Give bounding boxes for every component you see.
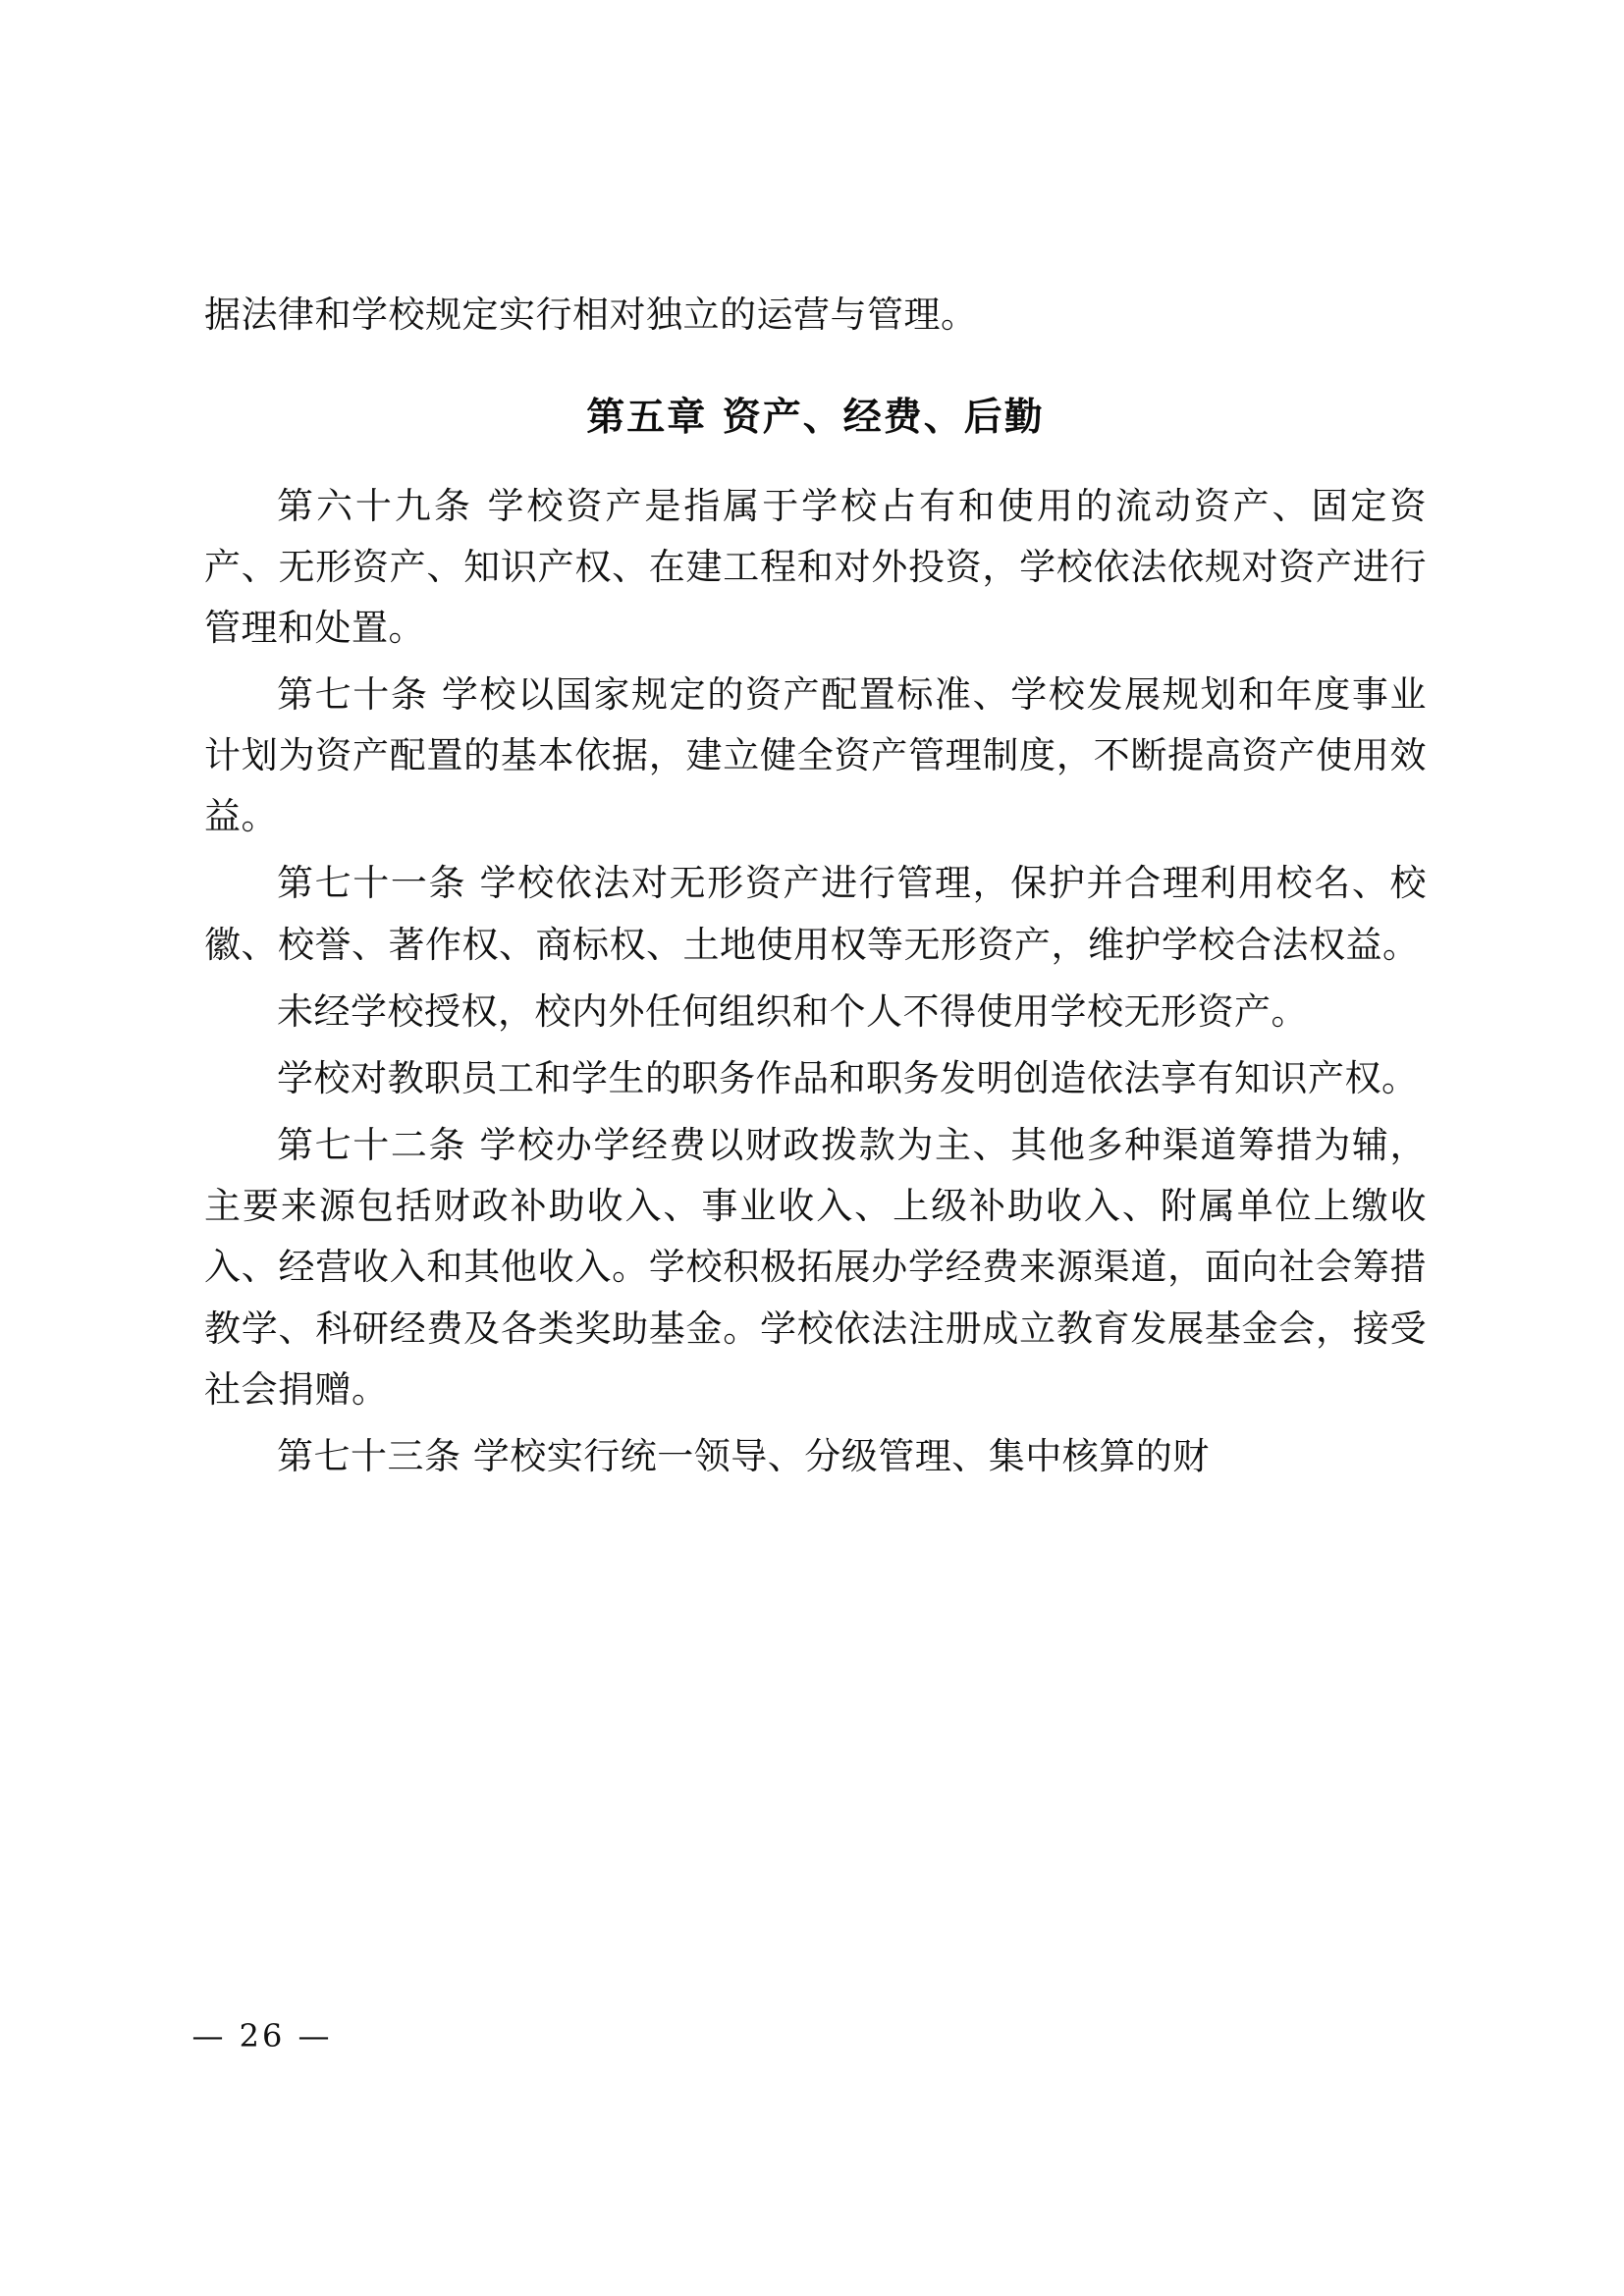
page-content: [204, 285, 1427, 1493]
chapter-heading: 第五章 资产、经费、后勤: [586, 395, 1045, 441]
paragraph-continuation: 据法律和学校规定实行相对独立的运营与管理。: [204, 294, 978, 336]
page-number: [0, 2017, 1624, 2055]
article-71-clause-2: 未经学校授权，校内外任何组织和个人不得使用学校无形资产。: [277, 989, 1308, 1033]
article-70: 第七十条 学校以国家规定的资产配置标准、学校发展规划和年度事业计划为资产配置的基本依据，建立健全资产管理制度，不断提高资产使用效益。: [204, 673, 1427, 838]
article-69: 第六十九条 学校资产是指属于学校占有和使用的流动资产、固定资产、无形资产、知识产权、在建工程和对外投资，学校依法依规对资产进行管理和处置。: [204, 484, 1427, 649]
page-number-label: — 26 —: [191, 2017, 333, 2055]
article-71: 第七十一条 学校依法对无形资产进行管理，保护并合理利用校名、校徽、校誉、著作权、商标权、土地使用权等无形资产，维护学校合法权益。: [204, 862, 1427, 966]
article-72: 第七十二条 学校办学经费以财政拨款为主、其他多种渠道筹措为辅，主要来源包括财政补助收入、事业收入、上级补助收入、附属单位上缴收入、经营收入和其他收入。学校积极拓展办学经费来源渠道，面向社会筹措教学、科研经费及各类奖助基金。学校依法注册成立教育发展基金会，接受社会捐赠。: [204, 1124, 1427, 1411]
article-73: 第七十三条 学校实行统一领导、分级管理、集中核算的财: [277, 1434, 1210, 1477]
article-71-clause-3: 学校对教职员工和学生的职务作品和职务发明创造依法享有知识产权。: [277, 1056, 1419, 1099]
